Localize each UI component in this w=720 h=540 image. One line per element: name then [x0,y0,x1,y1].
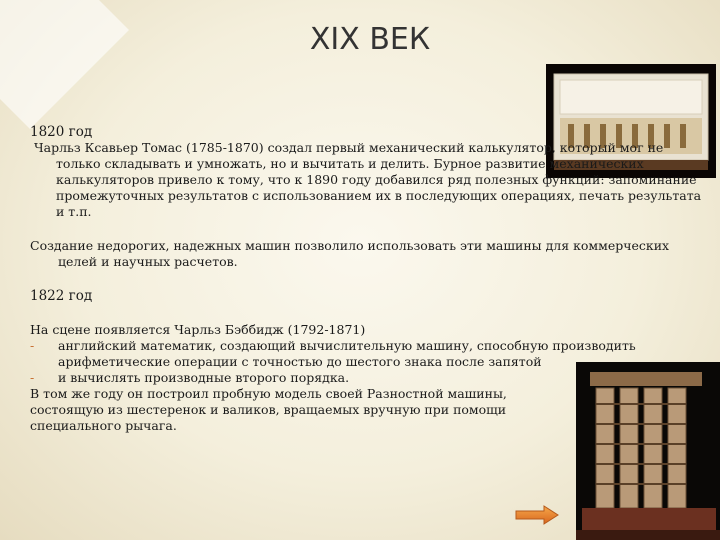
babbage-item-1-text: английский математик, создающий вычислительную машину, способную производить арифметические операции с точностью до шестого знака после запятой [58,338,636,369]
corner-decoration [0,0,129,129]
slide-title: XIX ВЕК [309,22,431,57]
slide-body [30,124,710,434]
section-heading-1822: 1822 год [30,288,93,304]
closing-line-2: состоящую из шестеренок и валиков, вращаемых вручную при помощи [30,402,507,417]
thomas-paragraph: Чарльз Ксавьер Томас (1785-1870) создал первый механический калькулятор, который мог не только складывать и умножать, но и вычитать и делить. Бурное развитие механических калькуляторов привело к тому, что к 1890 году добавился ряд полезных функций: запоминание промежуточных результатов с использованием их в последующих операциях, печать результата и т.п. [34,140,702,219]
babbage-item-1 [30,338,710,370]
next-slide-button[interactable] [514,504,560,526]
babbage-item-2-text: и вычислять производные второго порядка. [58,370,350,385]
babbage-intro: На сцене появляется Чарльз Бэббидж (1792-1871) [30,322,366,337]
dash-marker: - [30,338,35,353]
commercial-paragraph: Создание недорогих, надежных машин позволило использовать эти машины для коммерческих целей и научных расчетов. [30,238,670,269]
dash-marker: - [30,370,35,385]
closing-line-3: специального рычага. [30,418,177,433]
section-heading-1820: 1820 год [30,124,93,140]
closing-line-1: В том же году он построил пробную модель своей Разностной машины, [30,386,507,401]
babbage-item-2 [30,370,710,386]
right-arrow-icon [514,504,560,526]
